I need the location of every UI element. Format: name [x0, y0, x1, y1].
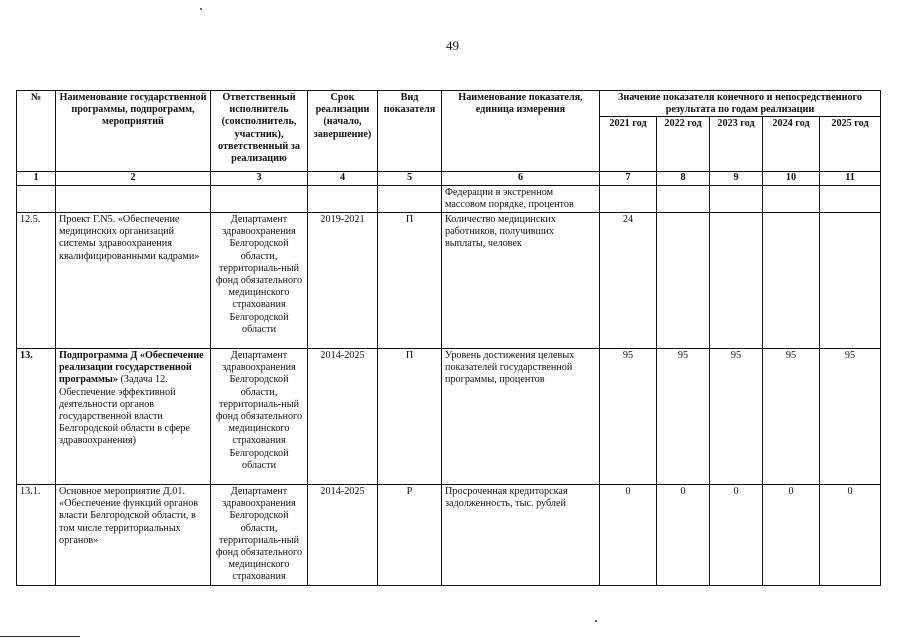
row-value-2023: 95 — [710, 349, 763, 485]
row-value-2025: 0 — [820, 485, 881, 586]
row-no — [17, 185, 56, 212]
column-number: 7 — [600, 172, 657, 185]
row-executor: Департамент здравоохранения Белгородской области, территориаль-ный фонд обязательного медицинского страхования Белгородской области — [211, 349, 308, 485]
header-values-group: Значение показателя конечного и непосредственного результата по годам реализации — [600, 91, 881, 117]
row-name — [56, 185, 211, 212]
row-term: 2014-2025 — [308, 485, 378, 586]
row-term: 2019-2021 — [308, 213, 378, 349]
row-value-2024 — [763, 185, 820, 212]
row-no: 12.5. — [17, 213, 56, 349]
row-value-2023: 0 — [710, 485, 763, 586]
header-term: Срок реализации (начало, завершение) — [308, 91, 378, 172]
row-indicator: Федерации в экстренном массовом порядке, процентов — [442, 185, 600, 212]
row-value-2021: 95 — [600, 349, 657, 485]
row-indicator: Просроченная кредиторская задолженность, тыс. рублей — [442, 485, 600, 586]
column-number: 6 — [442, 172, 600, 185]
table-row — [17, 185, 881, 212]
row-value-2025: 95 — [820, 349, 881, 485]
header-year-2025: 2025 год — [820, 117, 881, 172]
header-executor: Ответственный исполнитель (соисполнитель, участник), ответственный за реализацию — [211, 91, 308, 172]
row-value-2024: 95 — [763, 349, 820, 485]
row-no: 13. — [17, 349, 56, 485]
row-type: Р — [378, 485, 442, 586]
row-value-2022: 95 — [657, 349, 710, 485]
header-year-2021: 2021 год — [600, 117, 657, 172]
header-type: Вид показателя — [378, 91, 442, 172]
column-number: 10 — [763, 172, 820, 185]
row-value-2022: 0 — [657, 485, 710, 586]
header-indicator: Наименование показателя, единица измерения — [442, 91, 600, 172]
table-row — [17, 349, 881, 485]
row-name: Проект Г.N5. «Обеспечение медицинских организаций системы здравоохранения квалифицированными кадрами» — [56, 213, 211, 349]
scan-artifact-line — [0, 636, 80, 637]
row-value-2023 — [710, 185, 763, 212]
column-number: 4 — [308, 172, 378, 185]
header-name: Наименование государственной программы, подпрограмм, мероприятий — [56, 91, 211, 172]
column-number: 1 — [17, 172, 56, 185]
column-number: 5 — [378, 172, 442, 185]
page-number: 49 — [446, 38, 459, 53]
row-value-2022 — [657, 185, 710, 212]
row-value-2021 — [600, 185, 657, 212]
row-no: 13.1. — [17, 485, 56, 586]
column-number: 3 — [211, 172, 308, 185]
row-value-2022 — [657, 213, 710, 349]
header-row — [17, 91, 881, 117]
row-executor: Департамент здравоохранения Белгородской области, территориаль-ный фонд обязательного медицинского страхования Белгородской области — [211, 213, 308, 349]
row-value-2025 — [820, 185, 881, 212]
table-row — [17, 213, 881, 349]
row-indicator: Уровень достижения целевых показателей государственной программы, процентов — [442, 349, 600, 485]
row-value-2025 — [820, 213, 881, 349]
row-value-2021: 24 — [600, 213, 657, 349]
row-executor — [211, 185, 308, 212]
row-type: П — [378, 349, 442, 485]
row-value-2024 — [763, 213, 820, 349]
column-number-row — [17, 172, 881, 185]
row-term: 2014-2025 — [308, 349, 378, 485]
header-year-2023: 2023 год — [710, 117, 763, 172]
row-type: П — [378, 213, 442, 349]
row-executor: Департамент здравоохранения Белгородской области, территориаль-ный фонд обязательного медицинского страхования — [211, 485, 308, 586]
subprogram-task: (Задача 12. Обеспечение эффективной деятельности органов государственной власти Белгородской области в сфере здравоохранения) — [59, 374, 190, 447]
row-value-2024: 0 — [763, 485, 820, 586]
column-number: 11 — [820, 172, 881, 185]
column-number: 9 — [710, 172, 763, 185]
header-year-2022: 2022 год — [657, 117, 710, 172]
scan-artifact-dot — [595, 620, 597, 622]
header-year-2024: 2024 год — [763, 117, 820, 172]
header-no: № — [17, 91, 56, 172]
row-type — [378, 185, 442, 212]
row-term — [308, 185, 378, 212]
subprogram-title: Подпрограмма Д «Обеспечение реализации государственной программы» — [59, 350, 204, 386]
row-value-2023 — [710, 213, 763, 349]
row-name: Основное мероприятие Д.01. «Обеспечение функций органов власти Белгородской области, в том числе территориальных органов» — [56, 485, 211, 586]
program-indicators-table — [16, 90, 881, 586]
column-number: 2 — [56, 172, 211, 185]
table-row — [17, 485, 881, 586]
row-indicator: Количество медицинских работников, получивших выплаты, человек — [442, 213, 600, 349]
row-value-2021: 0 — [600, 485, 657, 586]
column-number: 8 — [657, 172, 710, 185]
row-name — [56, 349, 211, 485]
scan-artifact-dot — [200, 8, 202, 10]
